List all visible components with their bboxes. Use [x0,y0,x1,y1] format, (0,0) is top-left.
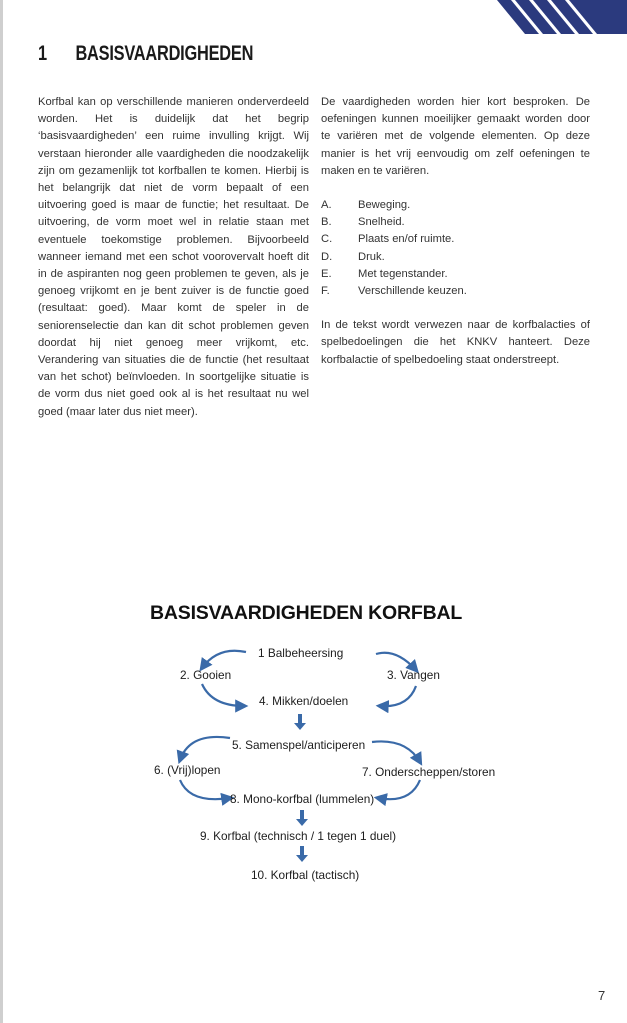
down-arrow-9-to-10 [296,846,308,862]
diagram-node-5: 5. Samenspel/anticiperen [232,738,366,752]
list-item: B. Snelheid. [321,216,405,229]
diagram-node-4: 4. Mikken/doelen [259,694,349,708]
right-column [321,94,590,369]
cycle-arrow-5-to-7 [372,741,420,762]
cycle-arrow-2-to-4 [202,684,244,706]
diagram-node-6: 6. (Vrij)lopen [154,763,221,777]
diagram-node-3: 3. Vangen [387,668,440,682]
chapter-heading [38,42,253,66]
down-arrow-8-to-9 [296,810,308,826]
diagram-node-10: 10. Korfbal (tactisch) [251,868,360,882]
diagram-node-2: 2. Gooien [180,668,232,682]
cycle-arrow-7-to-8 [378,780,420,799]
cycle-arrow-3-to-4 [380,686,416,706]
diagram-node-1: 1 Balbeheersing [258,646,344,660]
corner-stripes-decoration [487,0,627,34]
cycle-arrow-1-to-2 [202,651,246,668]
chapter-number: 1 [38,42,47,65]
diagram-node-7: 7. Onderscheppen/storen [362,765,496,779]
list-item: C. Plaats en/of ruimte. [321,233,455,246]
list-item: E. Met tegenstander. [321,267,448,280]
closing-paragraph: In de tekst wordt verwezen naar de korfbalacties of spelbedoelingen die het KNKV hanteert. Deze korfbalactie of spelbedoeling staat onderstreept. [321,319,590,366]
list-item: F. Verschillende keuzen. [321,285,467,298]
cycle-arrow-5-to-6 [180,737,230,760]
intro-paragraph: Korfbal kan op verschillende manieren onderverdeeld worden. Het is duidelijk dat het begrip ‘basisvaardigheden’ een ruime invulling krijgt. Wij verstaan hieronder alle vaardigheden die noodzakelijk zijn om gezamenlijk tot korfballen te komen. Hierbij is het belangrijk dat niet de vorm bepaalt of een uitvoering goed is maar de functie; het resultaat. De uitvoering, de vorm moet wel in relatie staan met eventuele toekomstige problemen. Bijvoorbeeld wanneer iemand met een schot voorovervalt hoeft dit in de aspiranten nog geen problemen te geven, als je genoeg vrijkomt en je bent zuiver is de functie goed (resultaat: goed). Maar komt de speler in de seniorenselectie dan kan dit schot problemen geven doordat hij niet genoeg meer vrijkomt, etc. Verandering van situaties die de functie (het resultaat van het schot) beïnvloeden. In soortgelijke situatie is de vorm dus niet goed ook al is het resultaat nu wel goed (maar later dus niet meer). [38,96,309,418]
list-item: A. Beweging. [321,199,411,212]
page-number: 7 [598,988,606,1003]
down-arrow-4-to-5 [294,714,306,730]
diagram-title: BASISVAARDIGHEDEN KORFBAL [150,602,463,624]
diagram-node-8: 8. Mono-korfbal (lummelen) [230,792,375,806]
left-column [38,94,309,421]
list-item: D. Druk. [321,250,385,263]
skills-diagram [140,598,510,898]
variation-elements-list [321,197,590,300]
cycle-arrow-6-to-8 [180,780,230,799]
diagram-node-9: 9. Korfbal (technisch / 1 tegen 1 duel) [200,829,397,843]
chapter-title: BASISVAARDIGHEDEN [75,42,254,65]
elements-intro: De vaardigheden worden hier kort besproken. De oefeningen kunnen moeilijker gemaakt worden door te variëren met de volgende elementen. Op deze manier is het vrij eenvoudig om zelf oefeningen te maken en te variëren. [321,96,590,177]
page-edge [0,0,3,1023]
